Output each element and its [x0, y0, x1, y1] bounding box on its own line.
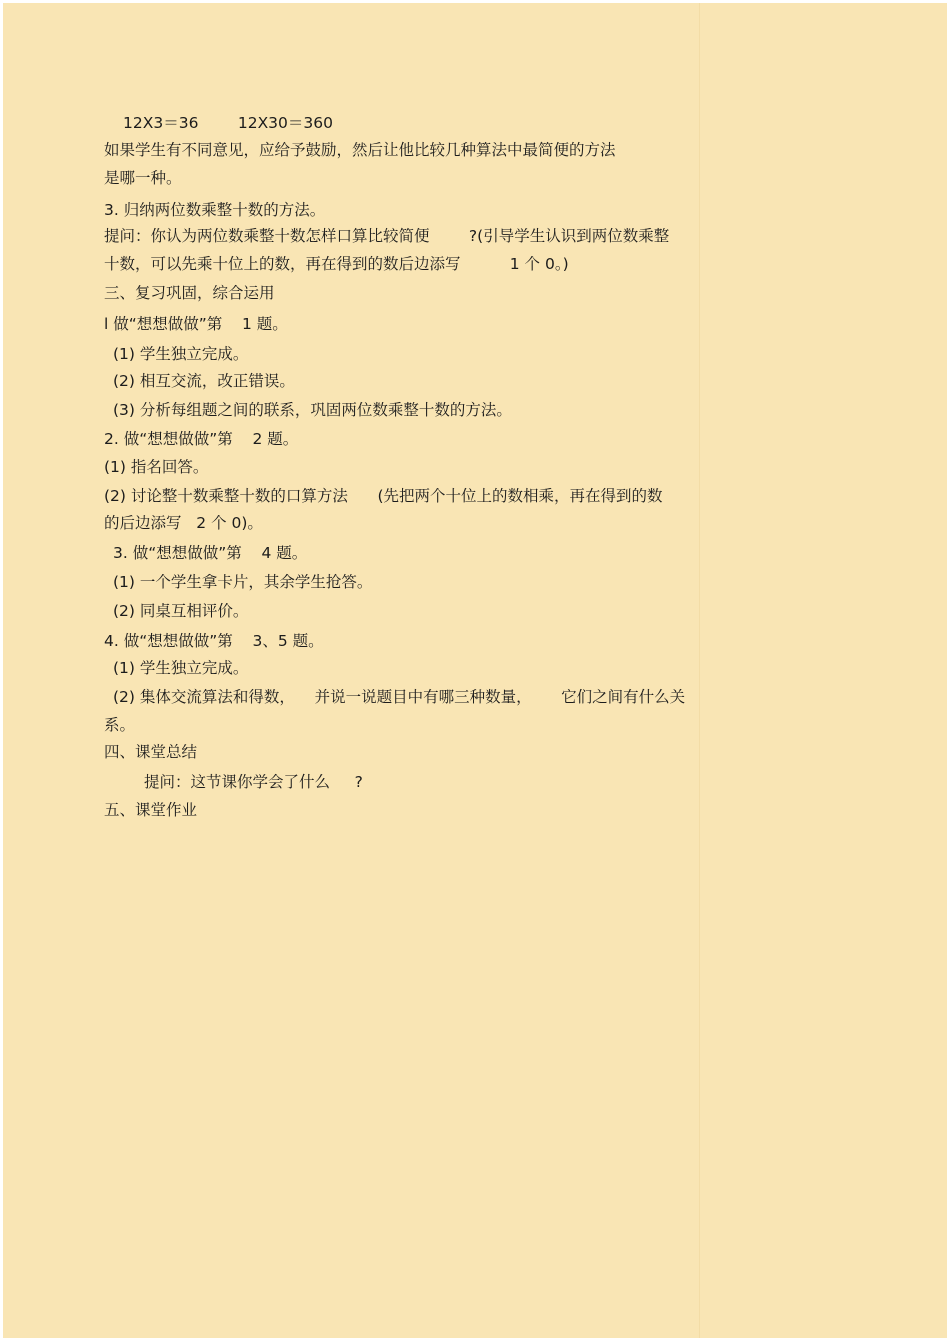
- exercise-heading: 4. 做“想想做做”第 3、5 题。: [104, 632, 324, 650]
- section-heading: 三、复习巩固，综合运用: [104, 284, 275, 302]
- section-heading: 四、课堂总结: [104, 743, 198, 761]
- sub-item: (1) 学生独立完成。: [113, 345, 249, 363]
- text-line: 十数，可以先乘十位上的数，再在得到的数后边添写 1 个 0。): [104, 255, 569, 273]
- text-line: 的后边添写 2 个 0)。: [104, 514, 263, 532]
- sub-item: (1) 一个学生拿卡片，其余学生抢答。: [113, 573, 373, 591]
- sub-item: (2) 同桌互相评价。: [113, 602, 249, 620]
- example-equations: 12X3＝36 12X30＝360: [123, 114, 333, 132]
- sub-item: (1) 学生独立完成。: [113, 659, 249, 677]
- sub-item: (2) 集体交流算法和得数， 并说一说题目中有哪三种数量， 它们之间有什么关: [113, 688, 686, 706]
- text-line: 是哪一种。: [104, 169, 182, 187]
- sub-item: (2) 相互交流，改正错误。: [113, 372, 295, 390]
- text-line: 提问：这节课你学会了什么 ?: [144, 773, 363, 791]
- text-line: 提问：你认为两位数乘整十数怎样口算比较简便 ?(引导学生认识到两位数乘整: [104, 227, 670, 245]
- sub-item: (2) 讨论整十数乘整十数的口算方法 (先把两个十位上的数相乘，再在得到的数: [104, 487, 663, 505]
- sub-item: (1) 指名回答。: [104, 458, 209, 476]
- section-heading: 五、课堂作业: [104, 801, 198, 819]
- sub-item: (3) 分析每组题之间的联系，巩固两位数乘整十数的方法。: [113, 401, 512, 419]
- text-line: 如果学生有不同意见，应给予鼓励，然后让他比较几种算法中最简便的方法: [104, 141, 616, 159]
- exercise-heading: 2. 做“想想做做”第 2 题。: [104, 430, 299, 448]
- text-line: 系。: [104, 716, 136, 734]
- exercise-heading: 3. 做“想想做做”第 4 题。: [113, 544, 308, 562]
- step-heading: 3. 归纳两位数乘整十数的方法。: [104, 201, 326, 219]
- page-crease: [699, 3, 700, 1338]
- exercise-heading: l 做“想想做做”第 1 题。: [104, 315, 288, 333]
